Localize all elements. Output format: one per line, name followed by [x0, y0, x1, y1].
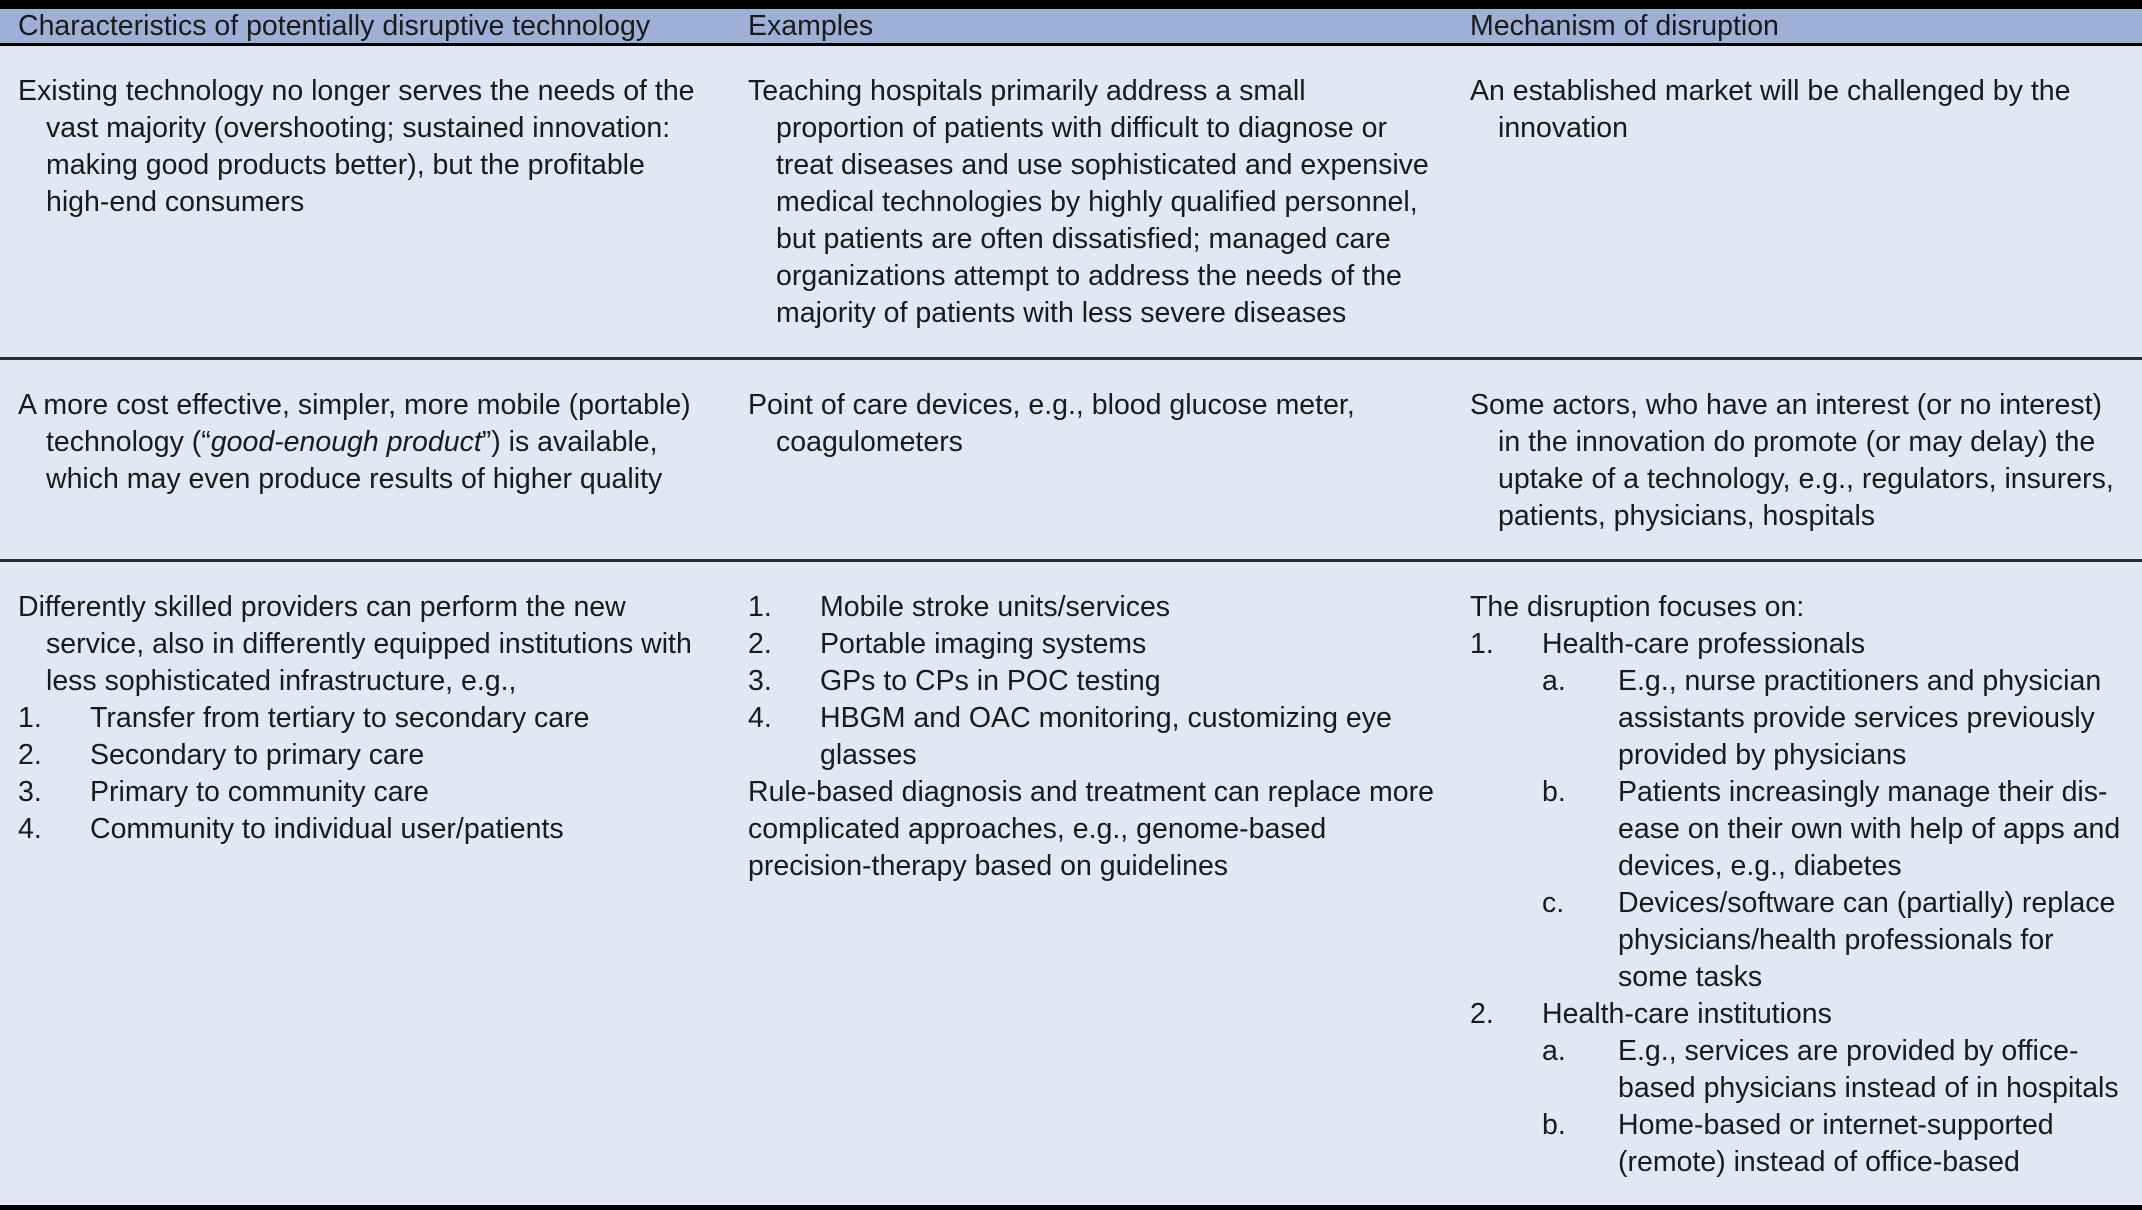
text-part-2: ”) is available, which may even produce results of higher quality: [46, 425, 663, 495]
paragraph: [18, 387, 712, 498]
list-item-label: Portable imaging systems: [820, 627, 1147, 660]
table-header-row: [0, 9, 2142, 46]
list-marker: 3.: [18, 775, 42, 808]
list-item-label: Health-care professionals: [1542, 627, 1866, 660]
list-item: [18, 700, 712, 737]
list-item: [1470, 626, 2124, 663]
list-item: [1542, 885, 2124, 996]
cell-mechanism: [1452, 562, 2142, 1206]
list-item-label: E.g., nurse practitioners and physician assistants provide services previously provided by physicians: [1618, 664, 2102, 771]
characteristics-numbered-list: [18, 700, 712, 848]
list-item-label: Primary to community care: [90, 775, 429, 808]
list-item-label: Secondary to primary care: [90, 738, 425, 771]
paragraph: The disruption focuses on:: [1470, 590, 1805, 623]
list-item-label: Mobile stroke units/services: [820, 590, 1171, 623]
list-marker: 4.: [748, 701, 772, 734]
column-header-mechanism: Mechanism of disruption: [1470, 10, 1779, 42]
list-marker: 2.: [1470, 998, 1494, 1031]
table-row: [0, 360, 2142, 562]
list-item: [748, 626, 1434, 663]
list-item: [18, 774, 712, 811]
list-item-label: Health-care institutions: [1542, 998, 1832, 1031]
list-item: [748, 663, 1434, 700]
list-item: [748, 589, 1434, 626]
list-item-label: GPs to CPs in POC testing: [820, 664, 1161, 697]
emphasis-good-enough-product: good-enough product: [210, 425, 482, 458]
list-marker: b.: [1542, 1109, 1566, 1142]
list-item-label: Transfer from tertiary to secondary care: [90, 701, 590, 734]
column-header-characteristics: Characteristics of potentially disruptive technology: [18, 10, 651, 42]
table-row: [0, 562, 2142, 1206]
list-item: [1542, 663, 2124, 774]
list-item-label: Patients increasingly manage their dis-ease on their own with help of apps and devices, e.g., diabetes: [1618, 775, 2121, 883]
list-item-label: Community to individual user/patients: [90, 812, 564, 845]
mechanism-numbered-list: [1470, 626, 2124, 663]
list-marker: a.: [1542, 664, 1566, 697]
cell-examples: [730, 46, 1452, 356]
list-item: [1542, 1033, 2124, 1107]
list-marker: 2.: [748, 627, 772, 660]
paragraph: Existing technology no longer serves the needs of the vast majority (overshooting; sustained innovation: making good products better), but the profitable high-end consumers: [18, 75, 695, 219]
cell-mechanism: [1452, 46, 2142, 356]
cell-characteristics: [0, 562, 730, 1206]
list-item: [18, 811, 712, 848]
examples-numbered-list: [748, 589, 1434, 774]
cell-characteristics: [0, 46, 730, 356]
table-row: [0, 46, 2142, 359]
list-item: [18, 737, 712, 774]
text-part-1: A more cost effective, simpler, more mobile (portable) technology (“: [18, 388, 691, 458]
list-marker: 1.: [18, 701, 42, 734]
cell-characteristics: [0, 360, 730, 559]
list-marker: b.: [1542, 775, 1566, 808]
list-item: [1542, 774, 2124, 885]
list-item: [1470, 996, 2124, 1033]
paragraph: Differently skilled providers can perform the new service, also in differently equipped institutions with less sophisticated infrastructure, e.g.,: [18, 590, 692, 697]
mechanism-numbered-list-2: [1470, 996, 2124, 1033]
list-item-label: Home-based or internet-supported (remote) instead of office-based: [1618, 1109, 2054, 1179]
column-header-examples: Examples: [748, 10, 874, 42]
list-marker: 3.: [748, 664, 772, 697]
list-item-label: HBGM and OAC monitoring, customizing eye glasses: [820, 701, 1392, 771]
paragraph: Some actors, who have an interest (or no interest) in the innovation do promote (or may delay) the uptake of a technology, e.g., regulators, insurers, patients, physicians, hospitals: [1470, 388, 2114, 532]
paragraph: Teaching hospitals primarily address a small proportion of patients with difficult to diagnose or treat diseases and use sophisticated and expensive medical technologies by highly qualified personnel, but patients are often dissatisfied; managed care organizations attempt to address the needs of the majority of patients with less severe diseases: [748, 75, 1429, 330]
paragraph: An established market will be challenged by the innovation: [1470, 75, 2071, 145]
list-marker: 1.: [748, 590, 772, 623]
list-marker: 2.: [18, 738, 42, 771]
list-item-label: Devices/software can (partially) replace physicians/health professionals for some tasks: [1618, 887, 2116, 994]
list-item-label: E.g., services are provided by office-based physicians instead of in hospitals: [1618, 1035, 2119, 1105]
paragraph: Point of care devices, e.g., blood glucose meter, coagulometers: [748, 388, 1355, 458]
list-marker: a.: [1542, 1035, 1566, 1068]
list-item: [1542, 1107, 2124, 1181]
list-marker: 1.: [1470, 627, 1494, 660]
paragraph: Rule-based diagnosis and treatment can replace more complicated approaches, e.g., genome-based precision-therapy based on guidelines: [748, 775, 1434, 883]
cell-examples: [730, 360, 1452, 559]
mechanism-sublist-institutions: [1470, 1033, 2124, 1181]
list-marker: c.: [1542, 887, 1565, 920]
cell-examples: [730, 562, 1452, 1206]
mechanism-sublist-professionals: [1470, 663, 2124, 996]
list-marker: 4.: [18, 812, 42, 845]
list-item: [748, 700, 1434, 774]
cell-mechanism: [1452, 360, 2142, 559]
